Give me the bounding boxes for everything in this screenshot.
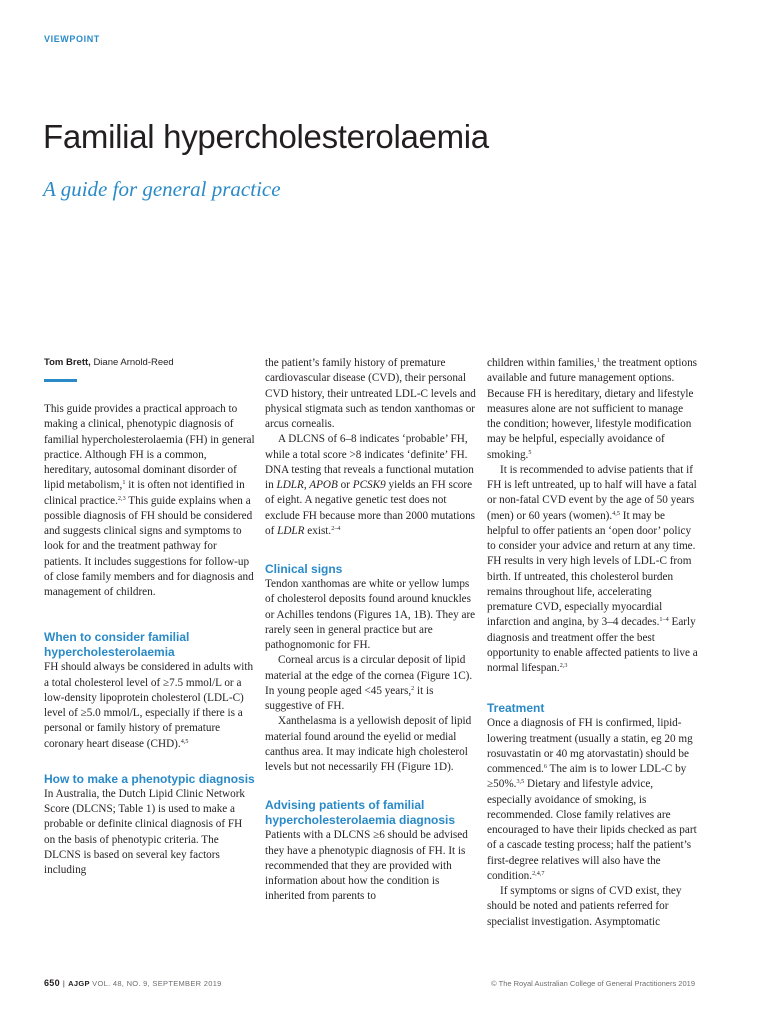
family-history-paragraph: the patient’s family history of premature cardiovascular disease (CVD), their personal CVD history, their untreated LDL-C levels and physical stigmata such as tendon xanthomas or arcus cornealis. [265,357,476,430]
section-label: VIEWPOINT [44,34,100,44]
corneal-arcus-paragraph: Corneal arcus is a circular deposit of lipid material at the edge of the cornea (Figure 1C). In young people aged <45 years,$^2$ it is suggestive of FH. [265,654,473,712]
heading-clinical-signs: Clinical signs [265,562,343,576]
column-3 [487,356,699,930]
page-number: 650 [44,978,60,988]
heading-when-to-consider: When to consider familial hypercholesterolaemia [44,630,190,660]
journal-name: AJGP [68,979,90,988]
advising-paragraph: Patients with a DLCNS ≥6 should be advised they have a phenotypic diagnosis of FH. It is recommended that they are provided with information about how the condition is inherited from parents to [265,829,468,903]
heading-treatment: Treatment [487,701,545,716]
lead-author: Tom Brett, [44,357,91,368]
dlcns-paragraph: A DLCNS of 6–8 indicates ‘probable’ FH, while a total score >8 indicates ‘definite’ FH. DNA testing that reveals a functional mutation in LDLR, APOB or PCSK9 yields an FH score of eight. A negative genetic test does not exclude FH because more than 2000 mutations of LDLR exist.$^{2-4}$ [265,433,476,537]
referral-paragraph: If symptoms or signs of CVD exist, they should be noted and patients referred for specialist investigation. Asymptomatic [487,885,682,928]
issue-info: VOL. 48, NO. 9, SEPTEMBER 2019 [89,979,222,988]
author-line [44,356,256,370]
when-paragraph: FH should always be considered in adults with a total cholesterol level of ≥7.5 mmol/L or a low-density lipoprotein cholesterol (LDL-C) level of ≥5.0 mmol/L, especially if there is a personal or family history of premature coronary heart disease (CHD).$^{4,5}$ [44,661,254,750]
accent-rule [44,379,77,382]
how-paragraph: In Australia, the Dutch Lipid Clinic Network Score (DLCNS; Table 1) is used to make a probable or definite clinical diagnosis of FH on the basis of phenotypic criteria. The DLCNS is based on several key factors including [44,787,246,876]
copyright-notice: © The Royal Australian College of General Practitioners 2019 [491,979,695,988]
page-footer [44,978,222,988]
risk-paragraph: It is recommended to advise patients that if FH is left untreated, up to half will have a fatal or non-fatal CVD event by the age of 50 years (men) or 60 years (women).$^{4,5}$ It may be helpful to offer patients an ‘open door’ policy to consider your advice and return at any time. FH results in very high levels of LDL-C from birth. If untreated, this cholesterol burden remains throughout life, accelerating premature CVD, especially myocardial infarction and angina, by 3–4 decades.$^{1-4}$ Early diagnosis and treatment offer the best opportunity to enable affected patients to live a normal lifespan.$^{2,3}$ [487,463,698,674]
heading-advising-patients: Advising patients of familial hypercholesterolaemia diagnosis [265,798,456,828]
xanthelasma-paragraph: Xanthelasma is a yellowish deposit of lipid material found around the eyelid or medial canthus area. It may indicate high cholesterol levels but not necessarily FH (Figure 1D). [265,715,472,773]
column-1 [44,356,256,878]
article-title: Familial hypercholesterolaemia [43,118,489,155]
treatment-paragraph: Once a diagnosis of FH is confirmed, lipid-lowering treatment (usually a statin, eg 20 mg rosuvastatin or 40 mg atorvastatin) should be commenced.$^6$ The aim is to lower LDL-C by ≥50%.$^{3,5}$ Dietary and lifestyle advice, especially avoidance of smoking, is recommended. Close family relatives are encouraged to have their lipids checked as part of a cascade testing process; half the patient’s first-degree relatives will also have the condition.$^{2,4,7}$ [487,717,697,882]
tendon-xanthomas-paragraph: Tendon xanthomas are white or yellow lumps of cholesterol deposits found around knuckles or Achilles tendons (Figures 1A, 1B). They are rarely seen in general practice but are pathognomonic for FH. [265,578,476,651]
footer-separator: | [62,979,66,988]
heading-phenotypic-diagnosis: How to make a phenotypic diagnosis [44,771,255,786]
intro-paragraph: This guide provides a practical approach to making a clinical, phenotypic diagnosis of familial hypercholesterolaemia (FH) in general practice. Although FH is a common, hereditary, autosomal dominant disorder of lipid metabolism,$^1$ it is often not identified in clinical practice.$^{2,3}$ This guide explains when a possible diagnosis of FH should be considered and suggests clinical signs and symptoms to look for and the treatment pathway for patients. It includes suggestions for follow-up of close family members and for diagnosis and management of children. [44,403,255,598]
article-subtitle: A guide for general practice [43,177,281,201]
co-authors: Diane Arnold-Reed [93,357,174,368]
column-2 [265,356,477,905]
inheritance-paragraph: children within families,$^1$ the treatment options available and future management options. Because FH is hereditary, dietary and lifestyle measures alone are not sufficient to manage the condition; however, lifestyle modification may be helpful, especially avoidance of smoking.$^5$ [487,357,698,461]
